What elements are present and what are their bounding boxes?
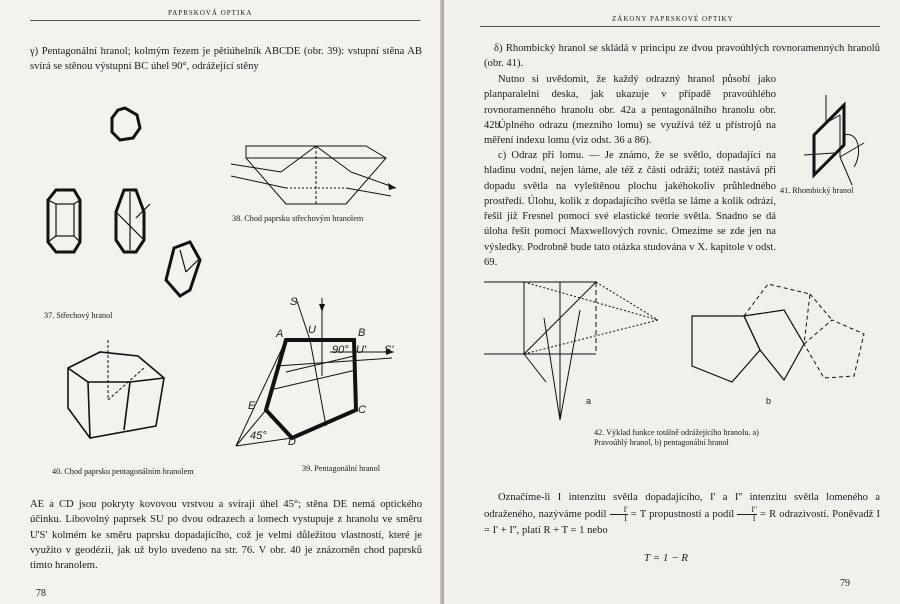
formula-tail: = R odrazivostí. Poněvadž I = I' + I'', platí R + T = 1 nebo [484, 508, 880, 536]
fig41-rhombic-prism [804, 95, 894, 185]
fig37-iso-view [166, 242, 200, 296]
fig39-label-B: B [358, 327, 366, 339]
fig37-caption: 37. Střechový hranol [44, 311, 113, 320]
header-rule [30, 20, 420, 21]
fig42b-pentagon-solid [692, 316, 760, 382]
fig39-label-U: U [308, 324, 316, 336]
para-total-reflection: Úplného odrazu (mezního lomu) se využívá též u přístrojů na měření indexu lomu (viz odst. 36 a 86). [484, 120, 776, 147]
fig42b-pentagonal-prism [684, 280, 884, 400]
fig37-roof-prism [40, 100, 210, 300]
fig39-label-C: C [358, 404, 366, 416]
fig39-arrow-down-icon [319, 304, 325, 312]
frac1-denominator: I [624, 514, 627, 523]
fig37-front-view [48, 190, 80, 252]
fig40-pentagonal-beam-path [60, 338, 170, 448]
frac2-denominator: I [752, 514, 756, 523]
fraction-reflectance [737, 506, 757, 523]
fig42a-right-angle-prism [484, 270, 664, 430]
para-planparallel: Nutno si uvědomit, že každý odrazný hranol působí jako planparalelní deska, jak ukazuje v případě pravoúhlého rovnoramenného hranolu obr. 42a a pentagonálního hranolu obr. 42b. [484, 74, 776, 131]
fig40-caption: 40. Chod paprsku pentagonálním hranolem [52, 467, 194, 476]
formula-paragraph [484, 490, 880, 539]
fig38-caption: 38. Chod paprsku střechovým hranolem [232, 214, 364, 223]
para-reflection-refraction: c) Odraz při lomu. — Je známo, že se světlo, dopadající na hladinu vodní, nejen láme, ale též z části odráží; totéž nastává při dopadu světla na vyleštěnou plochu jakéhokoliv průhledného prostředí. Úlohu, kolik z dopadajícího světla se láme a kolik odrází, řešil již Fresnel pomocí své elastické teorie světla. Snadno se dá úloha řešit pomocí Maxwellových rovnic. Omezíme se zde jen na výsledky. Podrobně bude tato otázka studována v X. kapitole v odst. 69. [484, 150, 776, 269]
body-paragraph: AE a CD jsou pokryty kovovou vrstvou a svírají úhel 45°; stěna DE nemá optického účinku. Libovolný paprsek SU po dvou odrazech a lomech vystupuje z hranolu ve směru U'S' kolmém ke směru paprsku dopadajícího, což je velmi důležitou vlastností, které je využito v geodézii, jak už bylo uvedeno na str. 76. V obr. 40 je znázorněn chod paprsků tímto hranolem. [30, 499, 422, 572]
header-rule [480, 26, 880, 27]
fraction-transmittance [610, 506, 628, 523]
fig39-label-S: S [290, 296, 298, 308]
fig41-caption: 41. Rhombický hranol [780, 186, 854, 195]
fig39-caption: 39. Pentagonální hranol [302, 464, 380, 473]
frac1-numerator: I' [610, 506, 628, 515]
fig39-label-E: E [248, 400, 256, 412]
right-page [444, 0, 900, 604]
running-header: PAPRSKOVÁ OPTIKA [168, 9, 253, 17]
fig42b-pentagon-right [744, 310, 804, 380]
fig37-top-view [112, 108, 140, 140]
fig39-label-90: 90° [332, 344, 349, 356]
page-number: 79 [840, 578, 850, 589]
page-number: 78 [36, 588, 46, 599]
fig39-label-A: A [276, 328, 284, 340]
left-page [0, 0, 442, 604]
fig42-label-a: a [586, 396, 592, 406]
formula-intro: Označíme-li I intenzitu světla dopadajícího, I' a I'' intenzitu světla lomeného a odraženého, nazýváme podíl [484, 492, 880, 520]
formula-final: T = 1 − R [644, 552, 688, 564]
formula-mid: = T propustností a podíl [630, 508, 735, 520]
fig39-label-Sprime: S' [384, 344, 394, 356]
fig39-label-Uprime: U' [356, 344, 367, 356]
fig38-roof-beam-path [226, 128, 396, 218]
frac2-numerator: I'' [737, 506, 757, 515]
fig39-label-D: D [288, 436, 296, 448]
fig39-label-45: 45° [250, 430, 267, 442]
fig42-label-b: b [766, 396, 772, 406]
para-rhombic: δ) Rhombický hranol se skládá v principu ze dvou pravoúhlých rovnoramenných hranolů (obr. 41). [484, 43, 880, 70]
intro-paragraph: γ) Pentagonální hranol; kolmým řezem je pětiúhelník ABCDE (obr. 39): vstupní stěna AB svírá se stěnou výstupní BC úhel 90°, odrážející stěny [30, 46, 422, 73]
fig42-caption: 42. Výklad funkce totálně odrážejícího hranolu. a) Pravoúhlý hranol, b) pentagonální hranol [594, 428, 759, 447]
running-header: ZÁKONY PAPRSKOVÉ OPTIKY [612, 15, 734, 23]
fig38-arrow-icon [388, 183, 396, 190]
